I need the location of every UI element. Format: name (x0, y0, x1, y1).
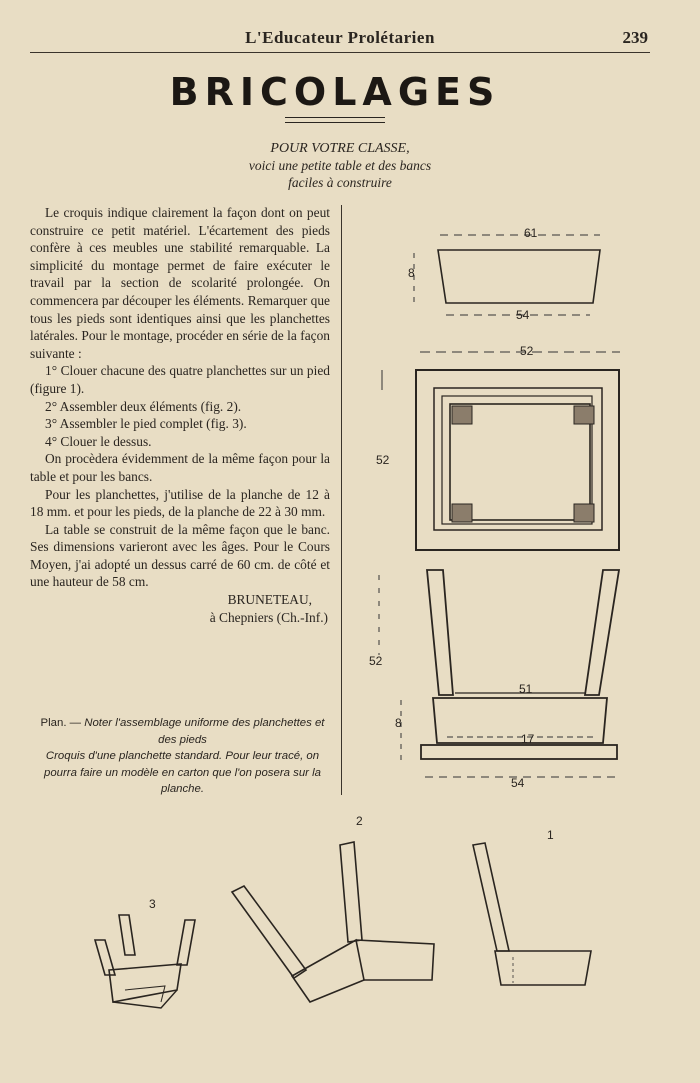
paragraph-intro: Le croquis indique clairement la façon dont on peut construire ce petit matériel. L'écartement des pieds confère à ces meubles une stabilité remarquable. La simplicité du montage permet de faire exécuter le travail par la section de scolarité prolongée. On commencera par découper les éléments. Remarquer que tous les pieds sont identiques ainsi que les planchettes latérales. Pour le montage, procéder en série de la façon suivante : (30, 205, 330, 361)
paragraph-dimensions: La table se construit de la même façon que le banc. Ses dimensions varieront avec les âges. Pour le Cours Moyen, j'ai adopté un dessus carré de 60 cm. de côté et une hauteur de 58 cm. (30, 521, 330, 590)
journal-title: L'Educateur Prolétarien (245, 28, 435, 47)
subtitle-line-1: POUR VOTRE CLASSE, (270, 141, 410, 156)
article-body (30, 204, 330, 626)
caption-plan-label: Plan. — (40, 717, 82, 729)
step-3: 3° Assembler le pied complet (fig. 3). (45, 416, 247, 432)
plank-side-dimension: 8 (408, 266, 415, 280)
figure-3-label: 3 (149, 897, 156, 911)
step-4: 4° Clouer le dessus. (45, 433, 152, 449)
plank-top-dimension: 61 (524, 226, 538, 240)
paragraph-same-way: On procèdera évidemment de la même façon pour la table et pour les bancs. (30, 451, 330, 484)
plan-top-dimension: 52 (520, 344, 534, 358)
elevation-small-dimension: 8 (395, 716, 402, 730)
figure-3-drawing (85, 890, 205, 1020)
author-name: BRUNETEAU, (227, 592, 312, 608)
step-2: 2° Assembler deux éléments (fig. 2). (45, 398, 242, 414)
figure-caption (30, 715, 335, 798)
page-number: 239 (622, 28, 648, 47)
running-header (30, 28, 650, 53)
plan-view-drawing (370, 340, 630, 555)
plank-drawing (400, 215, 630, 325)
figure-2-drawing (228, 810, 448, 1010)
title-rule (285, 117, 385, 123)
elevation-side-dimension: 52 (369, 654, 383, 668)
step-1: 1° Clouer chacune des quatre planchettes sur un pied (figure 1). (30, 363, 330, 396)
author-place: à Chepniers (Ch.-Inf.) (209, 609, 328, 625)
article-title: BRICOLAGES (169, 70, 501, 114)
subtitle-line-2: voici une petite table et des bancs (248, 158, 432, 173)
plan-side-dimension: 52 (376, 453, 390, 467)
column-divider (341, 205, 342, 795)
caption-croquis-note: Croquis d'une planchette standard. Pour leur tracé, on pourra faire un modèle en carton que l'on posera sur la planche. (44, 750, 321, 795)
plank-bottom-dimension: 54 (516, 308, 530, 322)
elevation-mid-dimension: 51 (519, 682, 533, 696)
subtitle-line-3: faciles à construire (288, 175, 392, 190)
elevation-inner-dimension: 17 (521, 732, 535, 746)
caption-plan-note: Noter l'assemblage uniforme des planchettes et des pieds (84, 717, 325, 746)
paragraph-materials: Pour les planchettes, j'utilise de la planche de 12 à 18 mm. et pour les pieds, de la planche de 22 à 30 mm. (30, 486, 330, 520)
signature (30, 591, 330, 626)
figure-2-label: 2 (356, 814, 363, 828)
figure-1-drawing (465, 825, 605, 995)
article-subtitle (180, 140, 500, 191)
figure-1-label: 1 (547, 828, 554, 842)
elevation-drawing (365, 565, 635, 795)
elevation-bottom-dimension: 54 (511, 776, 525, 790)
